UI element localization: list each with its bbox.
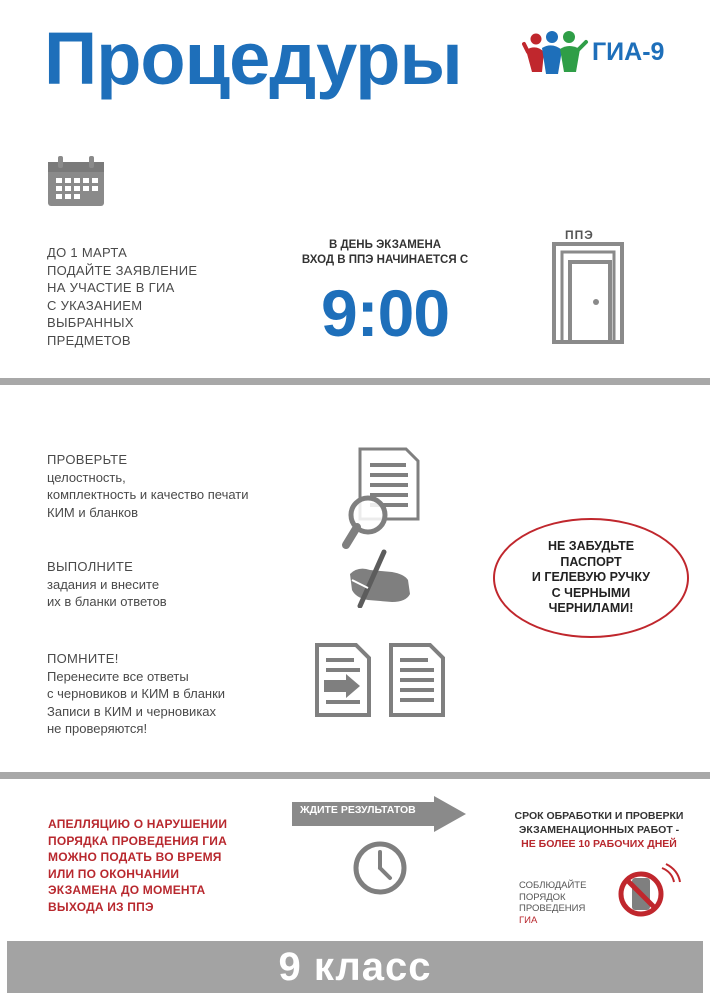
document-magnifier-icon: [340, 445, 422, 555]
complete-tasks-text: ВЫПОЛНИТЕ задания и внесите их в бланки ответов: [47, 559, 167, 609]
application-deadline-text: ДО 1 МАРТА ПОДАЙТЕ ЗАЯВЛЕНИЕ НА УЧАСТИЕ В ГИА С УКАЗАНИЕМ ВЫБРАННЫХ ПРЕДМЕТОВ: [47, 245, 198, 348]
check-materials-text: ПРОВЕРЬТЕ целостность, комплектность и качество печати КИМ и бланков: [47, 452, 249, 520]
document-transfer-icon: [314, 642, 372, 718]
door-label: ППЭ: [565, 228, 594, 242]
appeal-text: АПЕЛЛЯЦИЮ О НАРУШЕНИИ ПОРЯДКА ПРОВЕДЕНИЯ ГИА МОЖНО ПОДАТЬ ВО ВРЕМЯ ИЛИ ПО ОКОНЧАНИИ ЭКЗАМЕНА ДО МОМЕНТА ВЫХОДА ИЗ ППЭ: [48, 817, 228, 914]
exam-entry-heading: В ДЕНЬ ЭКЗАМЕНА ВХОД В ППЭ НАЧИНАЕТСЯ С: [301, 239, 469, 266]
hand-writing-icon: [348, 548, 414, 608]
section-divider-1: [0, 378, 710, 385]
clock-icon: [352, 840, 408, 896]
no-phone-icon: [612, 862, 682, 922]
footer-bar: [7, 941, 703, 993]
wait-results-label: ЖДИТЕ РЕЗУЛЬТАТОВ: [300, 804, 416, 816]
processing-deadline: СРОК ОБРАБОТКИ И ПРОВЕРКИ ЭКЗАМЕНАЦИОННЫХ РАБОТ - НЕ БОЛЕЕ 10 РАБОЧИХ ДНЕЙ: [514, 810, 684, 850]
page-title: Процедуры: [44, 17, 462, 100]
door-icon: [552, 242, 624, 344]
remember-text: ПОМНИТЕ! Перенесите все ответы с черновиков и КИМ в бланки Записи в КИМ и черновиках не проверяются!: [47, 651, 226, 736]
grade-label: 9 класс: [278, 944, 432, 989]
section-divider-2: [0, 772, 710, 779]
entry-time: 9:00: [320, 276, 450, 350]
logo-text: ГИА-9: [592, 38, 665, 66]
reminder-text: НЕ ЗАБУДЬТЕ ПАСПОРТ И ГЕЛЕВУЮ РУЧКУ С ЧЕРНЫМИ ЧЕРНИЛАМИ!: [531, 539, 651, 616]
gia-logo: [522, 30, 702, 76]
calendar-icon: [46, 154, 106, 208]
reminder-oval: [493, 518, 689, 638]
follow-rules-text: СОБЛЮДАЙТЕ ПОРЯДОК ПРОВЕДЕНИЯ ГИА: [519, 880, 587, 926]
gia-logo-icon: [522, 30, 594, 76]
document-icon: [388, 642, 446, 718]
